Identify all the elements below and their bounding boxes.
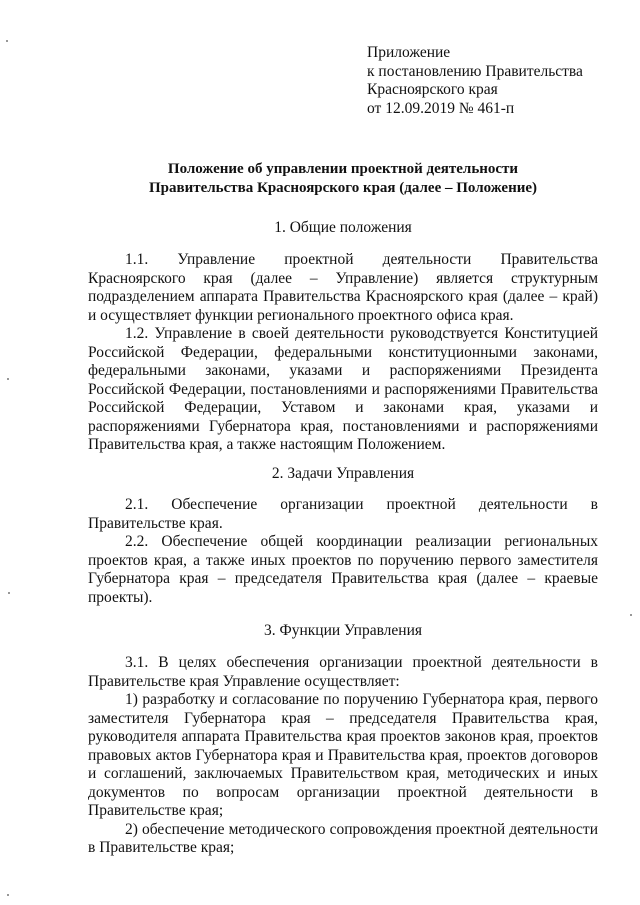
paragraph: 3.1. В целях обеспечения организации проектной деятельности в Правительстве края Управление осуществляет: — [88, 654, 598, 690]
section-body — [88, 496, 598, 607]
section-body — [88, 251, 598, 455]
paragraph: 2) обеспечение методического сопровождения проектной деятельности в Правительстве края; — [88, 820, 598, 856]
appendix-line: Красноярского края — [367, 81, 498, 98]
scan-speck — [6, 40, 8, 42]
appendix-block — [367, 44, 617, 118]
paragraph: 2.2. Обеспечение общей координации реализации региональных проектов края, а также иных проектов по поручению первого заместителя Губернатора края – председателя Правительства края (далее – краевые проекты). — [88, 533, 598, 606]
appendix-line: Приложение — [367, 44, 451, 61]
paragraph: 2.1. Обеспечение организации проектной деятельности в Правительстве края. — [88, 496, 598, 532]
scan-speck — [630, 614, 632, 616]
document-title — [88, 160, 598, 198]
paragraph: 1.2. Управление в своей деятельности руководствуется Конституцией Российской Федерации, федеральными конституционными законами, федеральными законами, указами и распоряжениями Президента Российской Федерации, постановлениями и распоряжениями Правительства Российской Федерации, Уставом и законами края, указами и распоряжениями Губернатора края, постановлениями и распоряжениями Правительства края, а также настоящим Положением. — [88, 325, 598, 453]
section-heading: 1. Общие положения — [274, 219, 412, 236]
section-heading: 3. Функции Управления — [263, 622, 423, 639]
appendix-line: от 12.09.2019 № 461-п — [367, 99, 515, 117]
section-heading: 2. Задачи Управления — [271, 465, 415, 482]
title-line: Правительства Красноярского края (далее – Положение) — [148, 180, 538, 196]
title-line: Положение об управлении проектной деятельности — [167, 161, 519, 177]
paragraph: 1.1. Управление проектной деятельности Правительства Красноярского края (далее – Управление) является структурным подразделением аппарата Правительства Красноярского края (далее – край) и осуществляет функции регионального проектного офиса края. — [88, 251, 598, 324]
section-body — [88, 654, 598, 858]
scan-speck — [7, 378, 9, 380]
scan-speck — [7, 894, 9, 896]
scan-speck — [8, 592, 10, 594]
appendix-line: к постановлению Правительства — [367, 62, 583, 80]
paragraph: 1) разработку и согласование по поручению Губернатора края, первого заместителя Губернатора края – председателя Правительства края, руководителя аппарата Правительства края проектов законов края, проектов правовых актов Губернатора края и Правительства края, проектов договоров и соглашений, заключаемых Правительством края, методических и иных документов по вопросам организации проектной деятельности в Правительстве края; — [88, 691, 598, 819]
